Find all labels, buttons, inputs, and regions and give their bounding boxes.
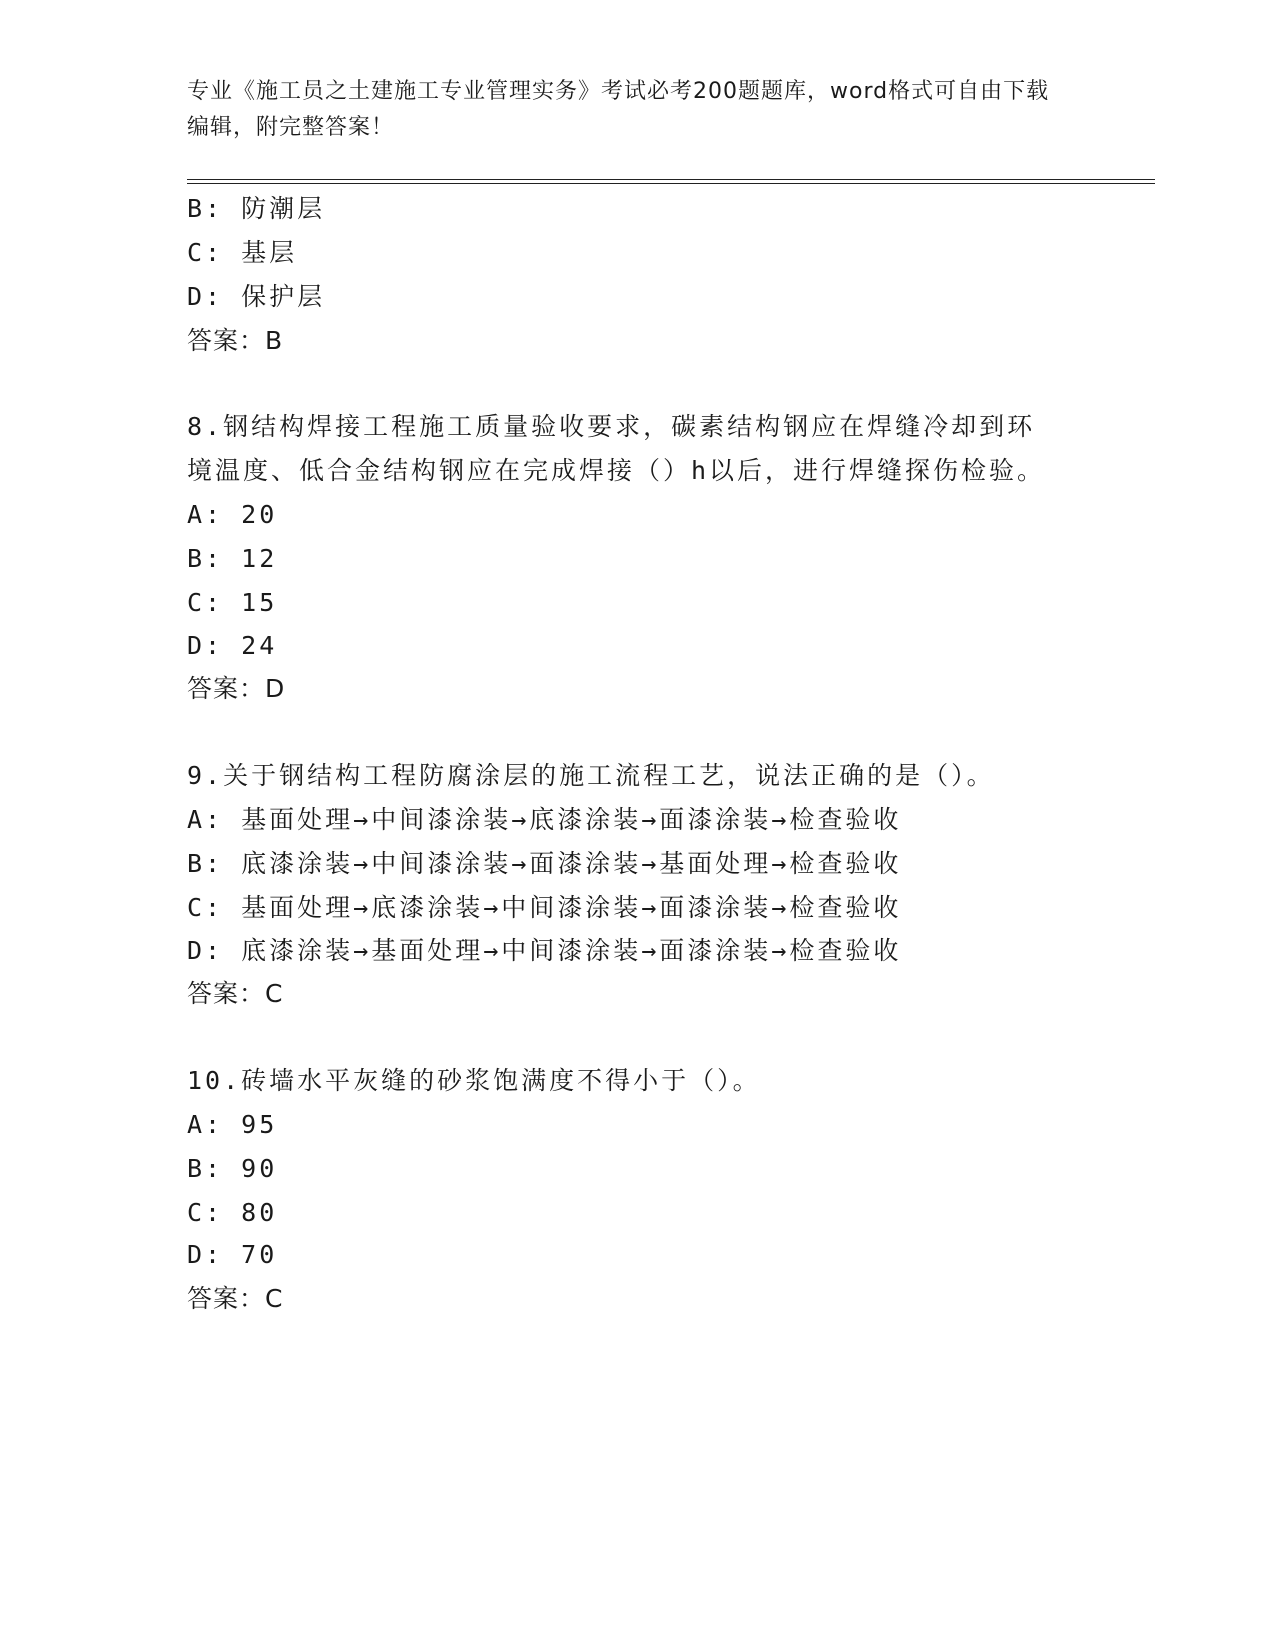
answer: 答案：B (187, 326, 284, 355)
option-d: D: 70 (187, 1240, 278, 1269)
option-a: A: 基面处理→中间漆涂装→底漆涂装→面漆涂装→检查验收 (187, 805, 902, 834)
option-c: C: 基面处理→底漆涂装→中间漆涂装→面漆涂装→检查验收 (187, 893, 902, 922)
answer: 答案：D (187, 674, 286, 703)
document-header: 专业《施工员之土建施工专业管理实务》考试必考200题题库，word格式可自由下载编辑，附完整答案！ (187, 79, 1050, 140)
option-d: D: 底漆涂装→基面处理→中间漆涂装→面漆涂装→检查验收 (187, 936, 902, 965)
option-c: C: 15 (187, 588, 278, 617)
answer: 答案：C (187, 979, 284, 1008)
option-d: D: 24 (187, 631, 278, 660)
question-stem: 8.钢结构焊接工程施工质量验收要求，碳素结构钢应在焊缝冷却到环 (187, 412, 1036, 441)
header-divider (187, 179, 1155, 184)
option-d: D: 保护层 (187, 282, 326, 311)
option-c: C: 基层 (187, 238, 298, 267)
question-stem: 境温度、低合金结构钢应在完成焊接（）h以后，进行焊缝探伤检验。 (187, 456, 1046, 485)
option-a: A: 20 (187, 500, 278, 529)
question-stem: 10.砖墙水平灰缝的砂浆饱满度不得小于（）。 (187, 1066, 761, 1095)
answer: 答案：C (187, 1284, 284, 1313)
option-b: B: 防潮层 (187, 194, 326, 223)
option-b: B: 12 (187, 544, 278, 573)
option-b: B: 90 (187, 1154, 278, 1183)
option-b: B: 底漆涂装→中间漆涂装→面漆涂装→基面处理→检查验收 (187, 849, 902, 878)
option-c: C: 80 (187, 1198, 278, 1227)
option-a: A: 95 (187, 1110, 278, 1139)
question-stem: 9.关于钢结构工程防腐涂层的施工流程工艺，说法正确的是（）。 (187, 761, 995, 790)
